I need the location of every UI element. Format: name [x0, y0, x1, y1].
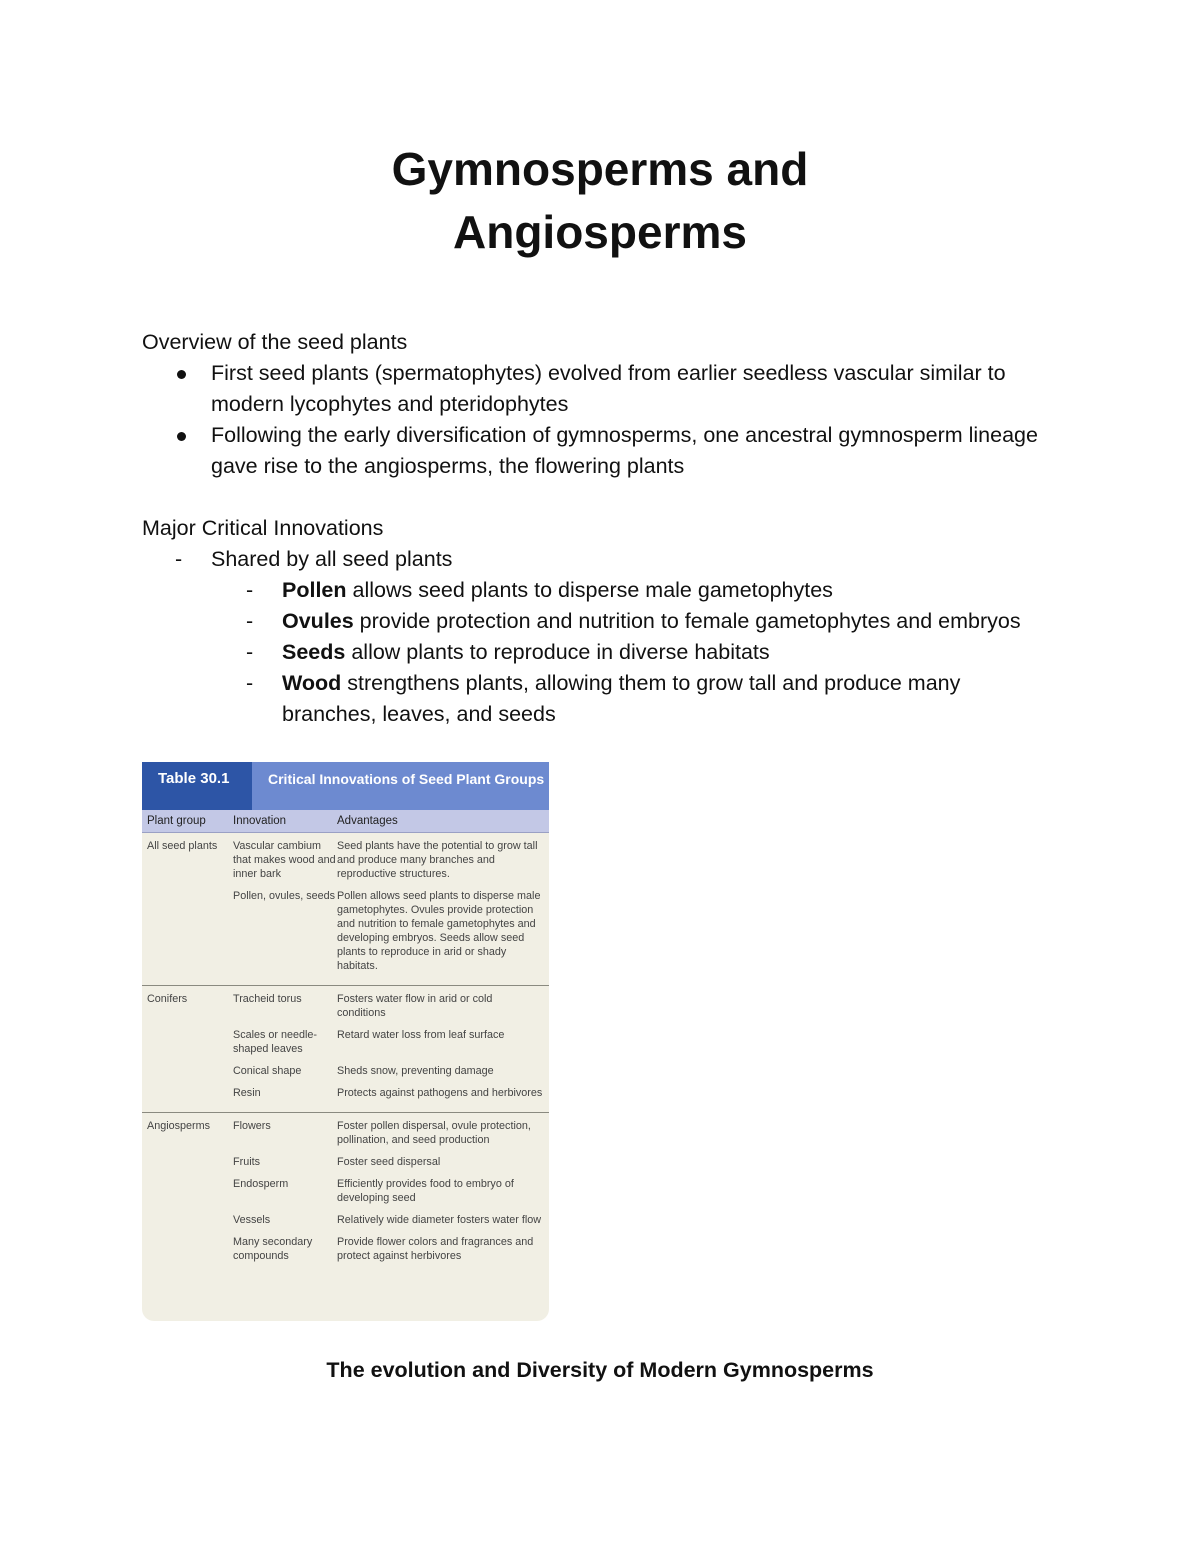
table-cell-advantage: Foster seed dispersal — [337, 1156, 441, 1168]
table-row — [142, 992, 549, 1020]
table-cell-advantage: Relatively wide diameter fosters water flow — [337, 1214, 542, 1226]
table-cell-innovation: Vascular cambium that makes wood and inner bark — [233, 840, 336, 880]
table-cell-innovation: Resin — [233, 1087, 261, 1099]
table-row — [142, 889, 549, 973]
table-cell-innovation: Vessels — [233, 1214, 271, 1226]
table-row — [142, 1064, 549, 1078]
table-cell-innovation: Endosperm — [233, 1178, 289, 1190]
table-cell-advantage: Fosters water flow in arid or cold conditions — [337, 993, 493, 1019]
section-subheading: The evolution and Diversity of Modern Gymnosperms — [326, 1358, 874, 1382]
table-cell-advantage: Pollen allows seed plants to disperse male gametophytes. Ovules provide protection and nutrition to female gametophytes and developing embryos. Seeds allow seed plants to reproduce in arid or shady habitats. — [337, 890, 541, 972]
term: Seeds — [282, 640, 346, 664]
column-header: Plant group — [147, 815, 206, 827]
term: Wood — [282, 671, 342, 695]
term-description: allows seed plants to disperse male gametophytes — [346, 578, 833, 602]
table-row — [142, 1177, 549, 1205]
table-row — [142, 1155, 549, 1169]
table-group-angiosperms — [142, 1113, 549, 1275]
table-cell-advantage: Retard water loss from leaf surface — [337, 1029, 505, 1041]
term-description: provide protection and nutrition to female gametophytes and embryos — [353, 609, 1021, 633]
table-cell-innovation: Pollen, ovules, seeds — [233, 890, 336, 902]
list-item: Following the early diversification of gymnosperms, one ancestral gymnosperm lineage gave rise to the angiosperms, the flowering plants — [211, 420, 1071, 482]
list-item: - Wood strengthens plants, allowing them to grow tall and produce many branches, leaves, and seeds — [246, 671, 961, 726]
table-cell-advantage: Protects against pathogens and herbivores — [337, 1087, 543, 1099]
title-line-2: Angiosperms — [453, 206, 747, 258]
innovations-table — [142, 762, 549, 1321]
list-item: First seed plants (spermatophytes) evolved from earlier seedless vascular similar to modern lycophytes and pteridophytes — [211, 358, 1071, 420]
table-cell-advantage: Sheds snow, preventing damage — [337, 1065, 494, 1077]
table-cell-innovation: Many secondary compounds — [233, 1236, 313, 1262]
table-cell-advantage: Provide flower colors and fragrances and protect against herbivores — [337, 1236, 534, 1262]
table-row — [142, 1086, 549, 1100]
list-item: - Shared by all seed plants — [175, 547, 453, 571]
table-cell-advantage: Efficiently provides food to embryo of developing seed — [337, 1178, 514, 1204]
innovations-detail-list — [246, 575, 1042, 730]
list-item: - Pollen allows seed plants to disperse male gametophytes — [246, 578, 833, 602]
table-cell-innovation: Tracheid torus — [233, 993, 302, 1005]
list-item-text: Shared by all seed plants — [211, 547, 453, 571]
table-cell-group: Conifers — [147, 993, 188, 1005]
list-item: - Ovules provide protection and nutrition to female gametophytes and embryos — [246, 609, 1021, 633]
column-header: Innovation — [233, 815, 287, 827]
column-header: Advantages — [337, 815, 398, 827]
table-cell-advantage: Seed plants have the potential to grow tall and produce many branches and reproductive structures. — [337, 840, 538, 880]
table-row — [142, 1119, 549, 1147]
table-title: Critical Innovations of Seed Plant Groups — [252, 762, 549, 810]
table-cell-advantage: Foster pollen dispersal, ovule protection, pollination, and seed production — [337, 1120, 531, 1146]
term: Pollen — [282, 578, 347, 602]
table-row — [142, 1028, 549, 1056]
table-cell-innovation: Flowers — [233, 1120, 271, 1132]
table-cell-innovation: Conical shape — [233, 1065, 302, 1077]
table-row — [142, 1235, 549, 1263]
table-number: Table 30.1 — [142, 762, 252, 810]
table-group-all-seed-plants — [142, 833, 549, 986]
table-row — [142, 1213, 549, 1227]
table-cell-innovation: Scales or needle-shaped leaves — [233, 1029, 318, 1055]
list-item: - Seeds allow plants to reproduce in diverse habitats — [246, 640, 770, 664]
table-row — [142, 839, 549, 881]
innovations-sub-list — [175, 544, 1071, 575]
table-header — [142, 762, 549, 810]
table-cell-innovation: Fruits — [233, 1156, 260, 1168]
innovations-heading: Major Critical Innovations — [142, 516, 384, 540]
table-cell-group: Angiosperms — [147, 1120, 211, 1132]
table-group-conifers — [142, 986, 549, 1113]
table-cell-group: All seed plants — [147, 840, 218, 852]
overview-heading: Overview of the seed plants — [142, 330, 408, 354]
term-description: strengthens plants, allowing them to grow tall and produce many branches, leaves, and seeds — [282, 671, 961, 726]
term-description: allow plants to reproduce in diverse habitats — [345, 640, 770, 664]
page-title — [0, 138, 1200, 264]
term: Ovules — [282, 609, 354, 633]
overview-bullet-list — [211, 358, 1071, 482]
title-line-1: Gymnosperms and — [391, 143, 809, 195]
table-column-headers — [142, 810, 549, 833]
